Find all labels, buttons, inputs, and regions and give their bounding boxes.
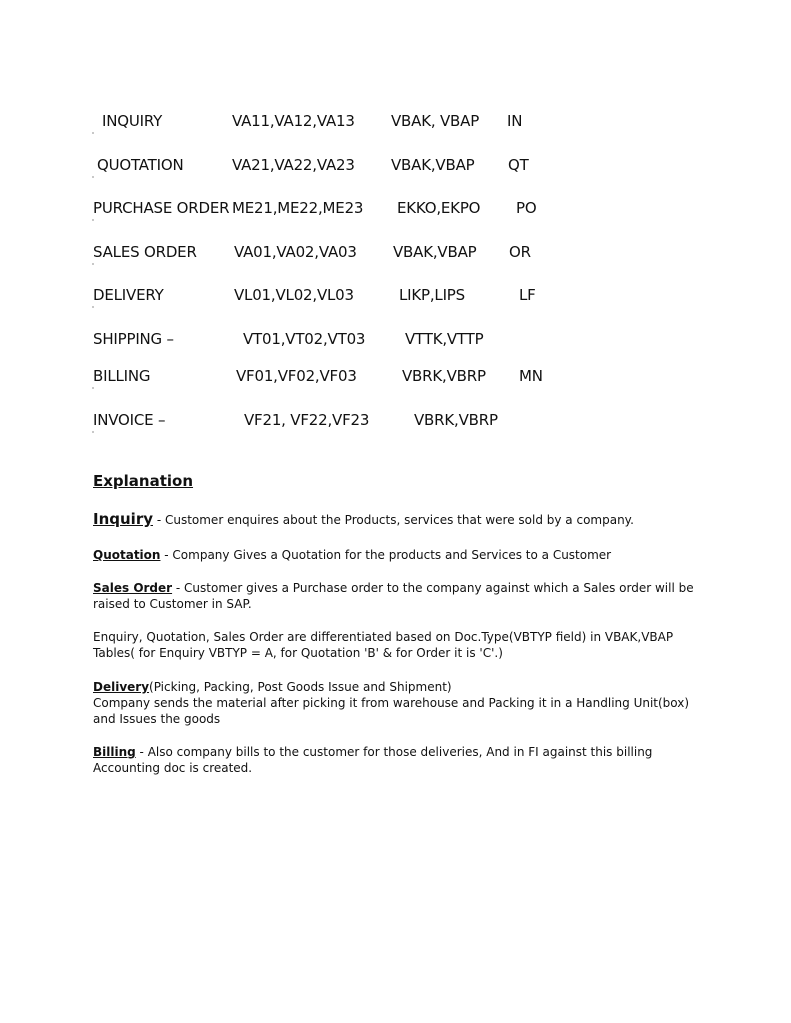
doc-name: QUOTATION: [97, 156, 184, 174]
doc-tables: VTTK,VTTP: [405, 330, 484, 348]
doc-tcodes: VA11,VA12,VA13: [232, 112, 355, 130]
delivery-paragraph: [93, 679, 703, 727]
table-row: [0, 112, 791, 134]
doc-tables: VBRK,VBRP: [414, 411, 498, 429]
quotation-text: - Company Gives a Quotation for the products and Services to a Customer: [160, 548, 612, 562]
delivery-subtitle: (Picking, Packing, Post Goods Issue and Shipment): [149, 680, 452, 694]
doc-name: INQUIRY: [102, 112, 163, 130]
doc-name: SALES ORDER: [93, 243, 197, 261]
table-row: [0, 367, 791, 389]
doc-tables: VBAK,VBAP: [391, 156, 475, 174]
doc-tcodes: VA01,VA02,VA03: [234, 243, 357, 261]
doc-abbr: LF: [519, 286, 536, 304]
doc-name: SHIPPING –: [93, 330, 174, 348]
doc-tcodes: VT01,VT02,VT03: [243, 330, 366, 348]
billing-paragraph: [93, 744, 703, 776]
doc-abbr: PO: [516, 199, 537, 217]
doc-abbr: QT: [508, 156, 529, 174]
table-row: [0, 286, 791, 308]
inquiry-text: - Customer enquires about the Products, services that were sold by a company.: [153, 513, 634, 527]
doc-tcodes: ME21,ME22,ME23: [232, 199, 364, 217]
billing-term: Billing: [93, 745, 136, 759]
doc-abbr: IN: [507, 112, 523, 130]
doc-tables: VBRK,VBRP: [402, 367, 486, 385]
doc-type-paragraph: Enquiry, Quotation, Sales Order are differentiated based on Doc.Type(VBTYP field) in VBAK,VBAP Tables( for Enquiry VBTYP = A, for Quotation 'B' & for Order it is 'C'.): [93, 630, 674, 660]
table-row: [0, 199, 791, 221]
doc-tables: VBAK,VBAP: [393, 243, 477, 261]
table-row: [0, 243, 791, 265]
quotation-paragraph: [93, 547, 703, 563]
sales-order-paragraph: [93, 580, 703, 612]
doc-tables: VBAK, VBAP: [391, 112, 480, 130]
explanation-heading: Explanation: [93, 472, 194, 490]
delivery-term: Delivery: [93, 680, 150, 694]
inquiry-paragraph: [93, 511, 703, 528]
quotation-term: Quotation: [93, 548, 161, 562]
doc-name: BILLING: [93, 367, 151, 385]
table-row: [0, 330, 791, 352]
doc-tcodes: VA21,VA22,VA23: [232, 156, 355, 174]
doc-name: INVOICE –: [93, 411, 166, 429]
sales-order-term: Sales Order: [93, 581, 173, 595]
doc-tables: EKKO,EKPO: [397, 199, 481, 217]
doc-abbr: MN: [519, 367, 543, 385]
doc-tcodes: VF01,VF02,VF03: [236, 367, 357, 385]
sales-order-text: - Customer gives a Purchase order to the company against which a Sales order will be raised to Customer in SAP.: [93, 581, 694, 611]
doc-name: DELIVERY: [93, 286, 164, 304]
table-row: [0, 411, 791, 433]
doc-abbr: OR: [509, 243, 531, 261]
doc-name: PURCHASE ORDER: [93, 199, 230, 217]
billing-text: - Also company bills to the customer for those deliveries, And in FI against this billing Accounting doc is created.: [93, 745, 653, 775]
table-row: [0, 156, 791, 178]
delivery-text: Company sends the material after picking it from warehouse and Packing it in a Handling Unit(box) and Issues the goods: [93, 696, 690, 726]
doc-tables: LIKP,LIPS: [399, 286, 465, 304]
inquiry-term: Inquiry: [93, 510, 153, 528]
doc-tcodes: VL01,VL02,VL03: [234, 286, 354, 304]
doc-tcodes: VF21, VF22,VF23: [244, 411, 370, 429]
